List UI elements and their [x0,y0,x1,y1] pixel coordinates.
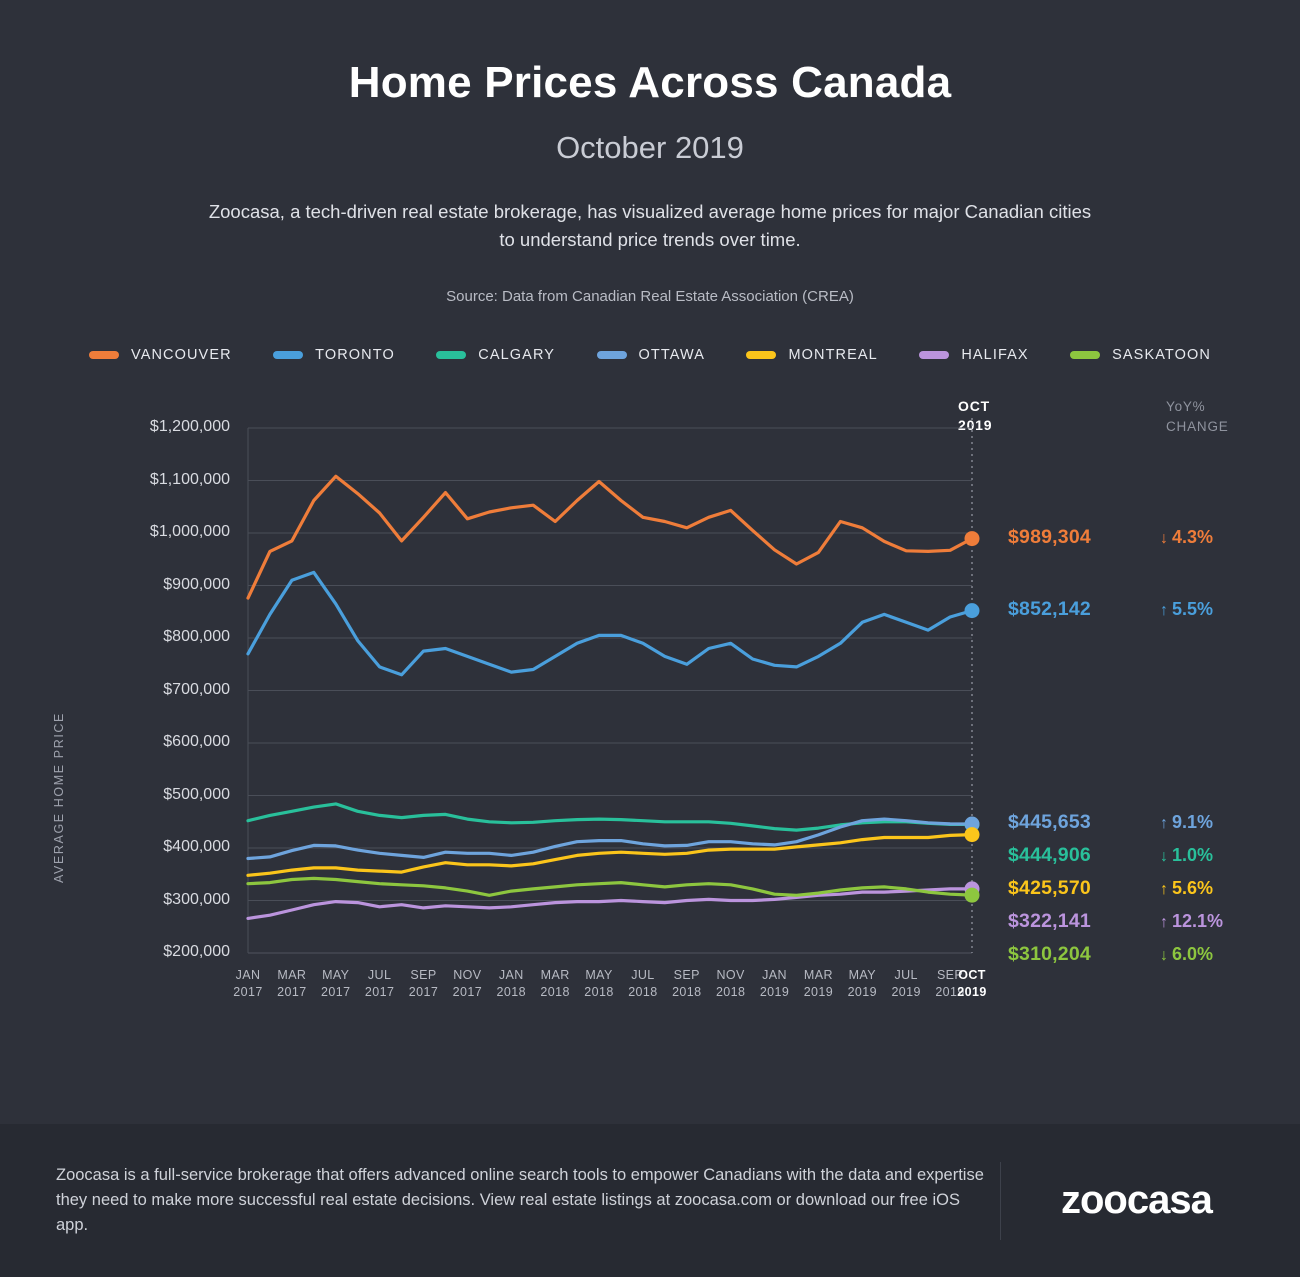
x-tick-month: MAR [540,968,570,982]
legend-swatch-icon [89,351,119,359]
x-tick-month: JAN [498,968,524,982]
y-tick-label: $300,000 [163,890,230,908]
legend-item-ottawa[interactable] [597,347,705,363]
x-tick-year: 2019 [891,985,921,999]
y-tick-label: $800,000 [163,628,230,645]
legend-swatch-icon [436,351,466,359]
y-tick-label: $1,200,000 [149,418,230,435]
chart-legend [45,347,1255,363]
yoy-value: 6.0% [1172,944,1214,965]
x-tick-year: 2018 [672,985,702,999]
x-tick-year: 2019 [847,985,877,999]
x-tick-month: MAR [803,968,833,982]
end-value-label: $989,304 [1008,525,1091,548]
x-tick-month: JAN [235,968,261,982]
x-tick-year: 2019 [935,985,965,999]
yoy-change-label [1160,845,1213,866]
x-tick-year: 2018 [496,985,526,999]
x-tick-year: 2019 [759,985,790,999]
legend-item-toronto[interactable] [273,347,395,363]
y-axis-label: AVERAGE HOME PRICE [52,712,66,883]
yoy-change-label [1160,911,1223,932]
legend-label: CALGARY [478,347,556,363]
x-tick-month: NOV [716,968,745,982]
legend-item-saskatoon[interactable] [1070,347,1211,363]
zoocasa-logo: zoocasa [1061,1178,1212,1222]
arrow-down-icon: ↓ [1160,529,1168,547]
x-tick-month: MAY [585,968,613,982]
x-tick-year: 2017 [277,985,307,999]
legend-swatch-icon [273,351,303,359]
yoy-change-label [1160,812,1213,833]
intro-blurb: Zoocasa, a tech-driven real estate brokerage, has visualized average home prices for major Canadian cities to understand price trends over time. [208,201,1092,250]
source-note: Source: Data from Canadian Real Estate Association (CREA) [446,288,854,305]
arrow-down-icon: ↓ [1160,848,1168,866]
legend-swatch-icon [597,351,627,359]
legend-swatch-icon [746,351,776,359]
chart-area [0,397,1300,1017]
x-tick-year: 2018 [715,985,746,999]
x-tick-year: 2018 [628,985,658,999]
x-tick-year: 2017 [233,985,263,999]
x-tick-month: JUL [631,968,655,982]
y-tick-label: $600,000 [163,733,230,750]
x-tick-label [942,967,1002,1001]
oct-header-line1: OCT [958,398,990,414]
arrow-up-icon: ↑ [1160,881,1168,899]
end-value-label: $444,906 [1008,844,1091,867]
yoy-value: 5.6% [1172,878,1214,899]
yoy-change-label [1160,527,1213,548]
legend-swatch-icon [1070,351,1100,359]
page-subtitle: October 2019 [556,130,744,165]
x-tick-month: SEP [673,968,700,982]
arrow-up-icon: ↑ [1160,815,1168,833]
arrow-down-icon: ↓ [1160,947,1168,965]
legend-item-halifax[interactable] [919,347,1028,363]
yoy-header-line2: CHANGE [1166,419,1229,434]
legend-item-calgary[interactable] [436,347,555,363]
legend-item-montreal[interactable] [746,347,877,363]
yoy-change-label [1160,944,1213,965]
legend-label: TORONTO [315,347,395,363]
y-tick-label: $500,000 [163,785,230,803]
legend-label: MONTREAL [788,347,878,363]
legend-label: VANCOUVER [131,347,232,363]
x-tick-year: 2019 [957,985,987,999]
footer [0,1124,1300,1277]
page-title: Home Prices Across Canada [348,58,952,107]
header [0,0,1300,305]
x-tick-month: SEP [936,968,964,982]
x-tick-month: MAY [322,968,350,982]
y-tick-label: $1,000,000 [149,523,230,540]
yoy-value: 1.0% [1172,845,1214,866]
end-value-label: $310,204 [1008,943,1091,966]
x-tick-month: MAY [848,968,876,982]
footer-text: Zoocasa is a full-service brokerage that offers advanced online search tools to empower Canadians with the data and expertise they need to make more successful real estate decisions. View real estate listings at zoocasa.com or download our free iOS app. [56,1166,984,1234]
yoy-value: 4.3% [1172,526,1214,547]
x-tick-month: JUL [894,968,918,982]
x-tick-month: OCT [958,968,986,982]
footer-divider [1000,1162,1001,1240]
legend-label: SASKATOON [1112,347,1211,363]
legend-item-vancouver[interactable] [89,347,232,363]
y-tick-label: $700,000 [163,680,230,698]
yoy-value: 9.1% [1172,812,1214,833]
y-tick-label: $1,100,000 [149,470,230,488]
yoy-value: 5.5% [1172,598,1214,619]
y-tick-label: $400,000 [163,838,230,855]
x-tick-month: JUL [367,968,392,982]
x-tick-month: JAN [762,968,787,982]
oct-header-line2: 2019 [958,417,993,433]
x-tick-year: 2018 [584,985,614,999]
yoy-change-label [1160,599,1213,620]
x-tick-year: 2017 [452,985,483,999]
legend-label: OTTAWA [638,347,705,363]
x-tick-month: NOV [453,968,482,982]
x-tick-year: 2017 [364,985,395,999]
y-tick-label: $200,000 [163,943,230,960]
yoy-header-line1: YoY% [1166,399,1206,414]
x-tick-month: MAR [277,968,307,982]
yoy-value: 12.1% [1172,911,1224,932]
legend-label: HALIFAX [961,347,1029,363]
end-value-label: $425,570 [1008,877,1091,900]
end-value-label: $852,142 [1008,597,1091,620]
x-tick-year: 2019 [803,985,834,999]
x-tick-year: 2017 [321,985,351,999]
x-tick-year: 2017 [408,985,439,999]
end-value-label: $322,141 [1008,910,1091,933]
arrow-up-icon: ↑ [1160,601,1168,619]
yoy-change-label [1160,878,1213,899]
x-tick-year: 2018 [540,985,570,999]
end-value-label: $445,653 [1008,811,1091,834]
y-tick-label: $900,000 [163,575,230,593]
arrow-up-icon: ↑ [1160,914,1168,932]
legend-swatch-icon [919,351,949,359]
x-tick-month: SEP [410,968,437,982]
